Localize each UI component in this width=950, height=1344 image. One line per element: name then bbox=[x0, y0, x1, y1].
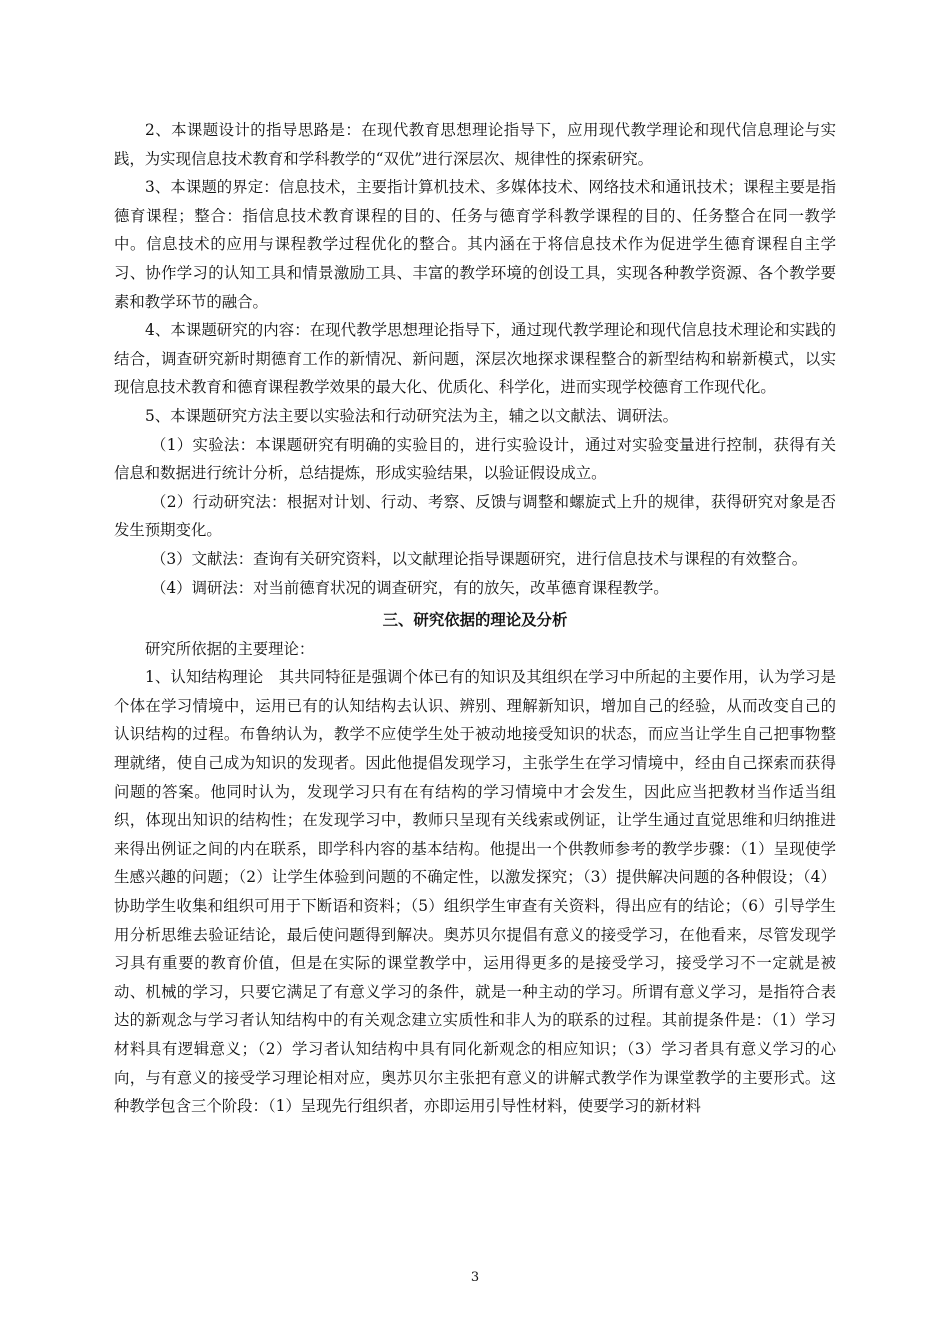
page-body bbox=[114, 116, 836, 1121]
method-literature: （3）文献法：查询有关研究资料，以文献理论指导课题研究，进行信息技术与课程的有效整合。 bbox=[151, 549, 808, 568]
paragraph-research-methods: 5、本课题研究方法主要以实验法和行动研究法为主，辅之以文献法、调研法。 bbox=[145, 406, 679, 425]
paragraph-main-theories: 研究所依据的主要理论： bbox=[145, 639, 315, 658]
paragraph-definition: 3、本课题的界定：信息技术，主要指计算机技术、多媒体技术、网络技术和通讯技术；课程主要是指德育课程；整合：指信息技术教育课程的目的、任务与德育学科教学课程的目的、任务整合在同一教学中。信息技术的应用与课程教学过程优化的整合。其内涵在于将信息技术作为促进学生德育课程自主学习、协作学习的认知工具和情景激励工具、丰富的教学环境的创设工具，实现各种教学资源、各个教学要素和教学环节的融合。 bbox=[114, 178, 836, 311]
method-experiment: （1）实验法：本课题研究有明确的实验目的，进行实验设计，通过对实验变量进行控制，获得有关信息和数据进行统计分析，总结提炼，形成实验结果，以验证假设成立。 bbox=[114, 435, 836, 483]
page-number: 3 bbox=[470, 1270, 480, 1285]
method-survey: （4）调研法：对当前德育状况的调查研究，有的放矢，改革德育课程教学。 bbox=[151, 578, 669, 597]
paragraph-guiding-idea: 2、本课题设计的指导思路是：在现代教育思想理论指导下，应用现代教学理论和现代信息理论与实践，为实现信息技术教育和学科教学的“双优”进行深层次、规律性的探索研究。 bbox=[114, 121, 836, 168]
paragraph-cognitive-structure-theory: 1、认知结构理论 其共同特征是强调个体已有的知识及其组织在学习中所起的主要作用，认为学习是个体在学习情境中，运用已有的认知结构去认识、辨别、理解新知识，增加自己的经验，从而改变自己的认识结构的过程。布鲁纳认为，教学不应使学生处于被动地接受知识的状态，而应当让学生自己把事物整理就绪，使自己成为知识的发现者。因此他提倡发现学习，主张学生在学习情境中，经由自己探索而获得问题的答案。他同时认为，发现学习只有在有结构的学习情境中才会发生，因此应当把教材当作适当组织，体现出知识的结构性；在发现学习中，教师只呈现有关线索或例证，让学生通过直觉思维和归纳推进来得出例证之间的内在联系，即学科内容的基本结构。他提出一个供教师参考的教学步骤：（1）呈现使学生感兴趣的问题；（2）让学生体验到问题的不确定性，以激发探究；（3）提供解决问题的各种假设；（4）协助学生收集和组织可用于下断语和资料；（5）组织学生审查有关资料，得出应有的结论；（6）引导学生用分析思维去验证结论，最后使问题得到解决。奥苏贝尔提倡有意义的接受学习，在他看来，尽管发现学习具有重要的教育价值，但是在实际的课堂教学中，运用得更多的是接受学习，接受学习不一定就是被动、机械的学习，只要它满足了有意义学习的条件，就是一种主动的学习。所谓有意义学习，是指符合表达的新观念与学习者认知结构中的有关观念建立实质性和非人为的联系的过程。其前提条件是：（1）学习材料具有逻辑意义；（2）学习者认知结构中具有同化新观念的相应知识；（3）学习者具有意义学习的心向，与有意义的接受学习理论相对应，奥苏贝尔主张把有意义的讲解式教学作为课堂教学的主要形式。这种教学包含三个阶段：（1）呈现先行组织者，亦即运用引导性材料，使要学习的新材料 bbox=[114, 668, 836, 1116]
method-action-research: （2）行动研究法：根据对计划、行动、考察、反馈与调整和螺旋式上升的规律，获得研究对象是否发生预期变化。 bbox=[114, 492, 836, 540]
paragraph-research-content: 4、本课题研究的内容：在现代教学思想理论指导下，通过现代教学理论和现代信息技术理论和实践的结合，调查研究新时期德育工作的新情况、新问题，深层次地探求课程整合的新型结构和崭新模式，以实现信息技术教育和德育课程教学效果的最大化、优质化、科学化，进而实现学校德育工作现代化。 bbox=[114, 321, 836, 397]
section-heading: 三、研究依据的理论及分析 bbox=[382, 611, 568, 630]
